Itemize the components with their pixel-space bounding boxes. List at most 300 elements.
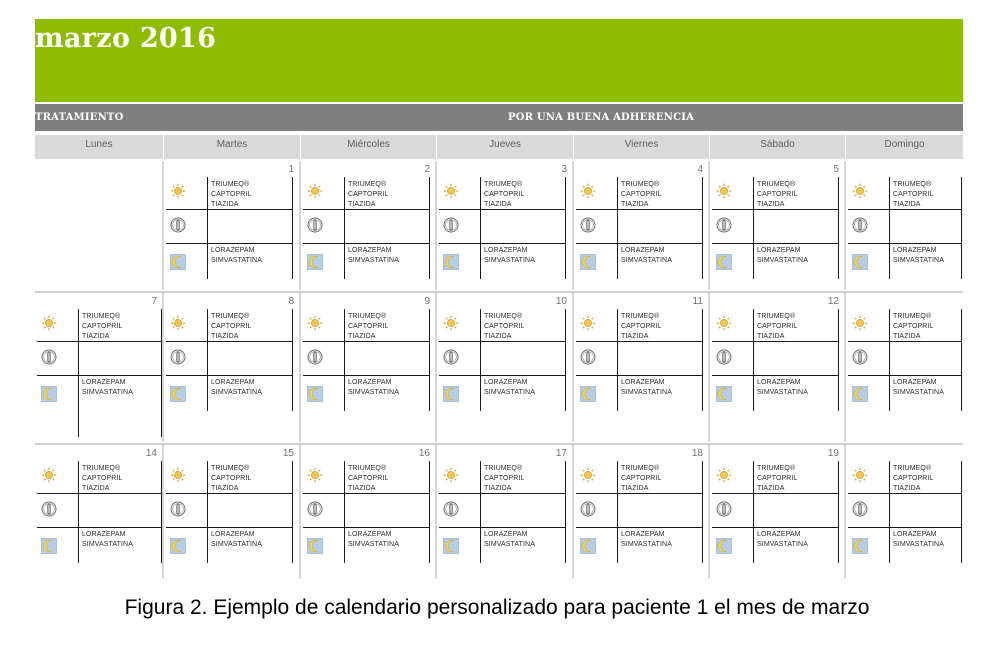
day-number: 17 (555, 448, 567, 459)
moon-icon (170, 538, 186, 554)
medication-name: TRIUMEQ® (348, 181, 387, 188)
schedule-divider (166, 527, 293, 528)
schedule-divider (439, 527, 566, 528)
schedule-divider (576, 243, 703, 244)
schedule-divider (848, 243, 962, 244)
medication-name: TRIUMEQ® (348, 313, 387, 320)
moon-icon (170, 254, 186, 270)
medication-name: TRIUMEQ® (757, 181, 796, 188)
column-divider (844, 293, 846, 442)
day-cell[interactable] (35, 445, 163, 579)
morning-meds (621, 180, 661, 210)
moon-icon (852, 538, 868, 554)
moon-icon (307, 386, 323, 402)
night-meds (621, 530, 672, 550)
medication-name: TIAZIDA (757, 485, 785, 492)
schedule-divider (961, 177, 962, 279)
medication-name: CAPTOPRIL (621, 475, 662, 482)
medication-name: TRIUMEQ® (82, 465, 121, 472)
morning-meds (484, 464, 524, 494)
schedule-divider (303, 243, 430, 244)
day-cell[interactable] (437, 293, 573, 442)
night-meds (757, 246, 808, 266)
day-cell[interactable] (301, 161, 436, 290)
morning-meds (757, 312, 797, 342)
medication-name: LORAZEPAM (211, 531, 255, 538)
medication-name: LORAZEPAM (484, 247, 528, 254)
weekday-header: Martes (164, 135, 300, 159)
day-number: 11 (692, 296, 703, 307)
medication-name: TIAZIDA (82, 485, 110, 492)
schedule-divider (617, 177, 618, 279)
day-cell[interactable] (574, 445, 709, 579)
medication-name: CAPTOPRIL (621, 191, 662, 198)
medication-name: CAPTOPRIL (348, 475, 389, 482)
morning-meds (348, 312, 388, 342)
moon-icon (307, 538, 323, 554)
pill-icon (307, 501, 323, 517)
schedule-divider (480, 461, 481, 563)
pill-icon (852, 501, 868, 517)
schedule-divider (617, 461, 618, 563)
schedule-divider (37, 527, 162, 528)
medication-name: SIMVASTATINA (484, 389, 535, 396)
morning-meds (484, 312, 524, 342)
morning-meds (893, 180, 933, 210)
day-cell[interactable] (301, 445, 436, 579)
sun-icon (443, 315, 459, 331)
schedule-divider (292, 177, 293, 279)
medication-name: CAPTOPRIL (484, 323, 525, 330)
medication-name: TRIUMEQ® (211, 181, 250, 188)
schedule-divider (207, 177, 208, 279)
subtitle-strip (35, 104, 963, 131)
sun-icon (443, 467, 459, 483)
night-meds (757, 378, 808, 398)
schedule-divider (889, 177, 890, 279)
calendar-week-row (35, 161, 963, 290)
sun-icon (41, 315, 57, 331)
moon-icon (580, 538, 596, 554)
night-meds (621, 246, 672, 266)
medication-name: TIAZIDA (348, 201, 376, 208)
sun-icon (580, 315, 596, 331)
day-number: 15 (282, 448, 294, 459)
schedule-divider (838, 461, 839, 563)
medication-name: TIAZIDA (82, 333, 110, 340)
month-banner (35, 19, 963, 102)
schedule-divider (166, 243, 293, 244)
day-cell[interactable] (164, 445, 300, 579)
sun-icon (716, 183, 732, 199)
medication-name: TIAZIDA (893, 201, 921, 208)
medication-name: SIMVASTATINA (893, 257, 944, 264)
column-divider (708, 445, 710, 579)
morning-meds (211, 464, 251, 494)
moon-icon (716, 538, 732, 554)
night-meds (893, 530, 944, 550)
medication-name: TRIUMEQ® (82, 313, 121, 320)
schedule-divider (207, 309, 208, 411)
medication-name: SIMVASTATINA (348, 389, 399, 396)
sun-icon (852, 183, 868, 199)
pill-icon (716, 349, 732, 365)
schedule-divider (429, 461, 430, 563)
day-number: 5 (833, 164, 839, 175)
sun-icon (170, 467, 186, 483)
moon-icon (852, 386, 868, 402)
sun-icon (307, 183, 323, 199)
night-meds (348, 246, 399, 266)
weekday-header: Miércoles (301, 135, 436, 159)
medication-name: CAPTOPRIL (757, 475, 798, 482)
pill-icon (170, 349, 186, 365)
medication-name: LORAZEPAM (211, 247, 255, 254)
night-meds (82, 378, 133, 398)
medication-name: TIAZIDA (893, 485, 921, 492)
schedule-divider (480, 309, 481, 411)
pill-icon (852, 217, 868, 233)
night-meds (82, 530, 133, 550)
weekday-header: Jueves (437, 135, 573, 159)
schedule-divider (753, 461, 754, 563)
day-cell[interactable] (574, 293, 709, 442)
column-divider (162, 445, 164, 579)
schedule-divider (303, 527, 430, 528)
day-cell[interactable] (574, 161, 709, 290)
schedule-divider (480, 177, 481, 279)
day-cell[interactable] (35, 293, 163, 442)
medication-name: CAPTOPRIL (893, 191, 934, 198)
medication-name: TIAZIDA (348, 485, 376, 492)
morning-meds (348, 464, 388, 494)
medication-name: TRIUMEQ® (484, 181, 523, 188)
column-divider (572, 293, 574, 442)
pill-icon (580, 349, 596, 365)
column-divider (435, 445, 437, 579)
pill-icon (716, 217, 732, 233)
day-cell[interactable] (846, 445, 963, 579)
medication-name: TIAZIDA (211, 201, 239, 208)
schedule-divider (576, 527, 703, 528)
medication-name: TIAZIDA (621, 201, 649, 208)
day-number: 16 (418, 448, 430, 459)
schedule-divider (292, 461, 293, 563)
calendar-frame (35, 19, 963, 579)
sun-icon (41, 467, 57, 483)
column-divider (299, 161, 301, 290)
column-divider (162, 161, 164, 290)
column-divider (299, 445, 301, 579)
moon-icon (170, 386, 186, 402)
medication-name: TIAZIDA (484, 201, 512, 208)
weekday-header: Domingo (846, 135, 963, 159)
column-divider (844, 161, 846, 290)
medication-name: TIAZIDA (757, 333, 785, 340)
schedule-divider (292, 309, 293, 411)
medication-name: CAPTOPRIL (82, 323, 123, 330)
calendar-week-row (35, 293, 963, 442)
medication-name: TIAZIDA (211, 485, 239, 492)
pill-icon (170, 501, 186, 517)
schedule-divider (303, 375, 430, 376)
day-cell[interactable] (437, 161, 573, 290)
medication-name: CAPTOPRIL (82, 475, 123, 482)
schedule-divider (889, 309, 890, 411)
sun-icon (580, 467, 596, 483)
medication-name: LORAZEPAM (211, 379, 255, 386)
medication-name: SIMVASTATINA (757, 257, 808, 264)
medication-name: SIMVASTATINA (893, 389, 944, 396)
day-cell[interactable] (164, 293, 300, 442)
medication-name: TRIUMEQ® (621, 181, 660, 188)
medication-name: SIMVASTATINA (211, 389, 262, 396)
medication-name: TRIUMEQ® (211, 465, 250, 472)
column-divider (162, 293, 164, 442)
morning-meds (893, 464, 933, 494)
column-divider (708, 161, 710, 290)
schedule-divider (429, 309, 430, 411)
sun-icon (307, 467, 323, 483)
pill-icon (580, 501, 596, 517)
medication-name: CAPTOPRIL (484, 475, 525, 482)
schedule-divider (712, 375, 839, 376)
schedule-divider (848, 375, 962, 376)
column-divider (572, 445, 574, 579)
day-cell[interactable] (301, 293, 436, 442)
moon-icon (580, 254, 596, 270)
medication-name: LORAZEPAM (757, 247, 801, 254)
medication-name: CAPTOPRIL (211, 475, 252, 482)
morning-meds (893, 312, 933, 342)
medication-name: CAPTOPRIL (893, 323, 934, 330)
moon-icon (580, 386, 596, 402)
medication-name: LORAZEPAM (348, 247, 392, 254)
medication-name: SIMVASTATINA (757, 541, 808, 548)
medication-name: LORAZEPAM (82, 531, 126, 538)
schedule-divider (961, 309, 962, 411)
schedule-divider (565, 309, 566, 411)
medication-name: SIMVASTATINA (211, 257, 262, 264)
medication-name: SIMVASTATINA (484, 257, 535, 264)
sun-icon (443, 183, 459, 199)
medication-name: SIMVASTATINA (621, 541, 672, 548)
day-cell[interactable] (35, 161, 163, 290)
pill-icon (170, 217, 186, 233)
weekday-header: Lunes (35, 135, 163, 159)
medication-name: CAPTOPRIL (621, 323, 662, 330)
pill-icon (41, 349, 57, 365)
medication-name: LORAZEPAM (757, 379, 801, 386)
pill-icon (443, 349, 459, 365)
day-cell[interactable] (710, 293, 845, 442)
medication-name: TRIUMEQ® (757, 465, 796, 472)
column-divider (435, 161, 437, 290)
day-cell[interactable] (846, 293, 963, 442)
schedule-divider (166, 375, 293, 376)
schedule-divider (565, 177, 566, 279)
day-cell[interactable] (710, 161, 845, 290)
schedule-divider (78, 461, 79, 563)
sun-icon (580, 183, 596, 199)
morning-meds (757, 180, 797, 210)
column-divider (435, 293, 437, 442)
moon-icon (443, 254, 459, 270)
moon-icon (443, 538, 459, 554)
sun-icon (307, 315, 323, 331)
morning-meds (484, 180, 524, 210)
medication-name: TIAZIDA (211, 333, 239, 340)
column-divider (299, 293, 301, 442)
day-number: 18 (691, 448, 703, 459)
medication-name: TRIUMEQ® (893, 465, 932, 472)
moon-icon (443, 386, 459, 402)
sun-icon (170, 183, 186, 199)
schedule-divider (207, 461, 208, 563)
day-number: 4 (697, 164, 703, 175)
day-number: 8 (288, 296, 294, 307)
night-meds (757, 530, 808, 550)
schedule-divider (961, 461, 962, 563)
pill-icon (716, 501, 732, 517)
day-number: 14 (145, 448, 157, 459)
medication-name: LORAZEPAM (348, 531, 392, 538)
day-number: 10 (555, 296, 567, 307)
night-meds (484, 378, 535, 398)
medication-name: CAPTOPRIL (893, 475, 934, 482)
medication-name: TRIUMEQ® (757, 313, 796, 320)
medication-name: LORAZEPAM (348, 379, 392, 386)
caption-text: Ejemplo de calendario personalizado para paciente 1 el mes de marzo (207, 596, 870, 619)
weekday-header-row (35, 135, 963, 159)
day-cell[interactable] (437, 445, 573, 579)
treatment-label: TRATAMIENTO (35, 112, 124, 123)
night-meds (348, 378, 399, 398)
pill-icon (443, 217, 459, 233)
medication-name: LORAZEPAM (893, 379, 937, 386)
morning-meds (621, 464, 661, 494)
medication-name: LORAZEPAM (621, 379, 665, 386)
night-meds (893, 378, 944, 398)
schedule-divider (838, 309, 839, 411)
figure-caption (0, 596, 994, 620)
medication-name: SIMVASTATINA (82, 541, 133, 548)
night-meds (893, 246, 944, 266)
moon-icon (852, 254, 868, 270)
medication-name: SIMVASTATINA (484, 541, 535, 548)
medication-name: CAPTOPRIL (348, 323, 389, 330)
column-divider (708, 293, 710, 442)
morning-meds (757, 464, 797, 494)
medication-name: LORAZEPAM (484, 531, 528, 538)
medication-name: SIMVASTATINA (893, 541, 944, 548)
sun-icon (716, 467, 732, 483)
schedule-divider (344, 461, 345, 563)
sun-icon (716, 315, 732, 331)
pill-icon (443, 501, 459, 517)
medication-name: SIMVASTATINA (621, 389, 672, 396)
column-divider (844, 445, 846, 579)
day-number: 2 (424, 164, 430, 175)
medication-name: TIAZIDA (348, 333, 376, 340)
day-cell[interactable] (164, 161, 300, 290)
moon-icon (716, 254, 732, 270)
morning-meds (211, 180, 251, 210)
pill-icon (852, 349, 868, 365)
medication-name: LORAZEPAM (484, 379, 528, 386)
medication-name: LORAZEPAM (82, 379, 126, 386)
moon-icon (307, 254, 323, 270)
medication-name: CAPTOPRIL (211, 323, 252, 330)
caption-label: Figura 2. (124, 596, 208, 619)
weekday-header: Sábado (710, 135, 845, 159)
schedule-divider (565, 461, 566, 563)
schedule-divider (439, 243, 566, 244)
medication-name: TIAZIDA (757, 201, 785, 208)
schedule-divider (439, 375, 566, 376)
sun-icon (852, 467, 868, 483)
schedule-divider (753, 309, 754, 411)
medication-name: TIAZIDA (893, 333, 921, 340)
calendar-week-row (35, 445, 963, 579)
day-cell[interactable] (846, 161, 963, 290)
weekday-header: Viernes (574, 135, 709, 159)
medication-name: LORAZEPAM (893, 247, 937, 254)
sun-icon (852, 315, 868, 331)
medication-name: TRIUMEQ® (893, 313, 932, 320)
day-number: 1 (288, 164, 294, 175)
day-number: 3 (561, 164, 567, 175)
medication-name: CAPTOPRIL (757, 191, 798, 198)
medication-name: TIAZIDA (621, 333, 649, 340)
medication-name: CAPTOPRIL (484, 191, 525, 198)
medication-name: CAPTOPRIL (348, 191, 389, 198)
schedule-divider (702, 461, 703, 563)
medication-name: LORAZEPAM (757, 531, 801, 538)
medication-name: TIAZIDA (484, 333, 512, 340)
medication-name: TRIUMEQ® (893, 181, 932, 188)
medication-name: TRIUMEQ® (621, 465, 660, 472)
medication-name: SIMVASTATINA (82, 389, 133, 396)
sun-icon (170, 315, 186, 331)
column-divider (572, 161, 574, 290)
medication-name: SIMVASTATINA (211, 541, 262, 548)
medication-name: CAPTOPRIL (211, 191, 252, 198)
night-meds (621, 378, 672, 398)
moon-icon (41, 538, 57, 554)
schedule-divider (712, 527, 839, 528)
moon-icon (716, 386, 732, 402)
medication-name: TRIUMEQ® (211, 313, 250, 320)
day-number: 12 (827, 296, 839, 307)
schedule-divider (753, 177, 754, 279)
night-meds (484, 246, 535, 266)
moon-icon (41, 386, 57, 402)
medication-name: TRIUMEQ® (484, 313, 523, 320)
schedule-divider (78, 309, 79, 437)
pill-icon (307, 349, 323, 365)
medication-name: TIAZIDA (484, 485, 512, 492)
day-cell[interactable] (710, 445, 845, 579)
schedule-divider (37, 375, 162, 376)
schedule-divider (702, 177, 703, 279)
morning-meds (348, 180, 388, 210)
schedule-divider (576, 375, 703, 376)
medication-name: SIMVASTATINA (348, 257, 399, 264)
medication-name: SIMVASTATINA (757, 389, 808, 396)
schedule-divider (848, 527, 962, 528)
schedule-divider (344, 177, 345, 279)
